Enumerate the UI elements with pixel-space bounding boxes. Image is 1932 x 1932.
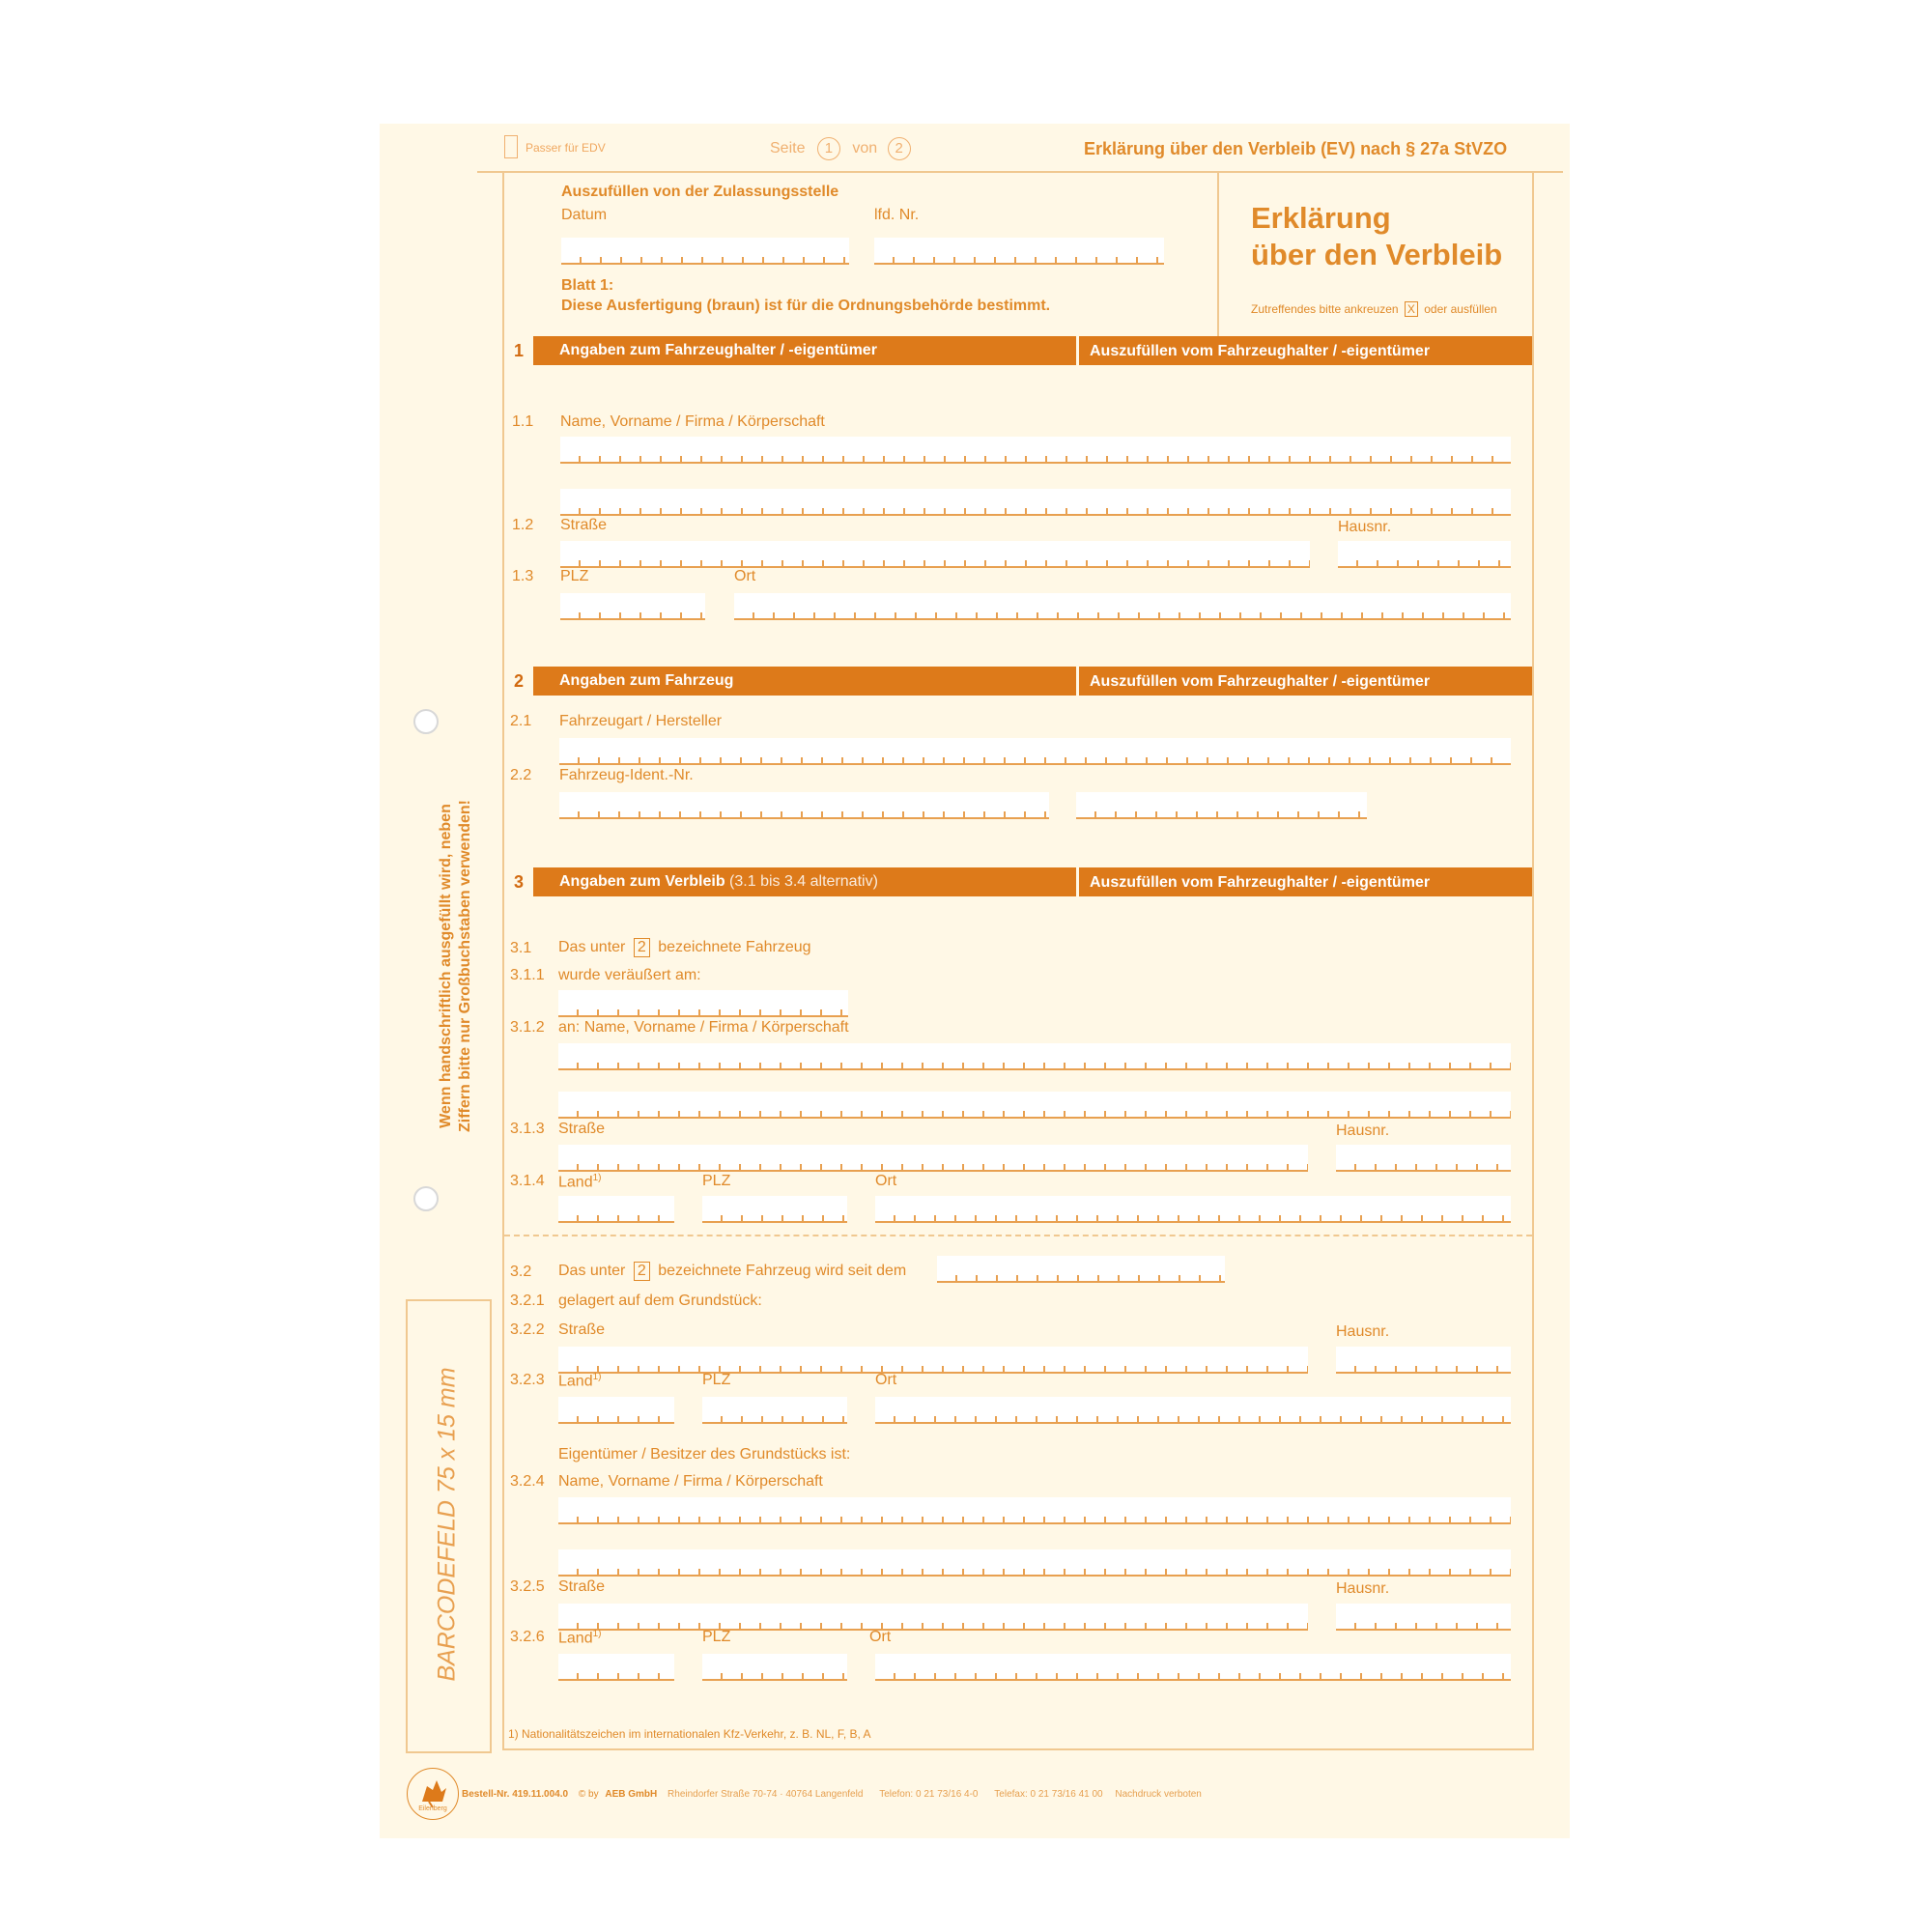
erwerber-plz-field[interactable] xyxy=(702,1196,847,1223)
ref-box-1: 2 xyxy=(634,938,650,957)
land-text-326: Land xyxy=(558,1630,593,1647)
num-3-2-6: 3.2.6 xyxy=(510,1629,545,1645)
section-2-split xyxy=(1076,667,1079,696)
label-an-name: an: Name, Vorname / Firma / Körperschaft xyxy=(558,1019,849,1036)
logo-text: Eilenberg xyxy=(418,1805,447,1812)
ident-field-2[interactable] xyxy=(1076,792,1367,819)
label-ort-314: Ort xyxy=(875,1173,897,1189)
seit-dem-date-field[interactable] xyxy=(937,1256,1225,1283)
veraeussert-date-field[interactable] xyxy=(558,990,848,1017)
blatt-label: Blatt 1: xyxy=(561,277,614,294)
bez-fahrzeug-text: bezeichnete Fahrzeug xyxy=(658,939,811,955)
label-strasse-322: Straße xyxy=(558,1321,606,1338)
page-indicator xyxy=(770,137,911,160)
grundstueck-strasse-field[interactable] xyxy=(558,1347,1308,1374)
label-land-323 xyxy=(558,1372,602,1390)
num-2-1: 2.1 xyxy=(510,713,532,729)
label-ort-326: Ort xyxy=(869,1629,892,1645)
label-land-314 xyxy=(558,1173,602,1191)
num-3-2-3: 3.2.3 xyxy=(510,1372,545,1388)
punch-hole-top xyxy=(413,709,439,734)
company-address: Rheindorfer Straße 70-74 · 40764 Langenfeld xyxy=(668,1789,864,1800)
tick-hint-text-1: Zutreffendes bitte ankreuzen xyxy=(1251,302,1399,316)
erwerber-ort-field[interactable] xyxy=(875,1196,1511,1223)
das-unter-line-1 xyxy=(558,938,811,957)
land-text-314: Land xyxy=(558,1174,593,1191)
num-3-1-3: 3.1.3 xyxy=(510,1121,545,1137)
land-text-323: Land xyxy=(558,1373,593,1390)
label-land-326 xyxy=(558,1629,602,1647)
num-2-2: 2.2 xyxy=(510,767,532,783)
header-rule xyxy=(477,171,1563,173)
tick-hint-text-2: oder ausfüllen xyxy=(1424,302,1497,316)
num-1-2: 1.2 xyxy=(512,517,534,533)
num-1-1: 1.1 xyxy=(512,413,534,430)
passer-label: Passer für EDV xyxy=(526,141,606,155)
halter-strasse-field[interactable] xyxy=(560,541,1310,568)
num-3-1: 3.1 xyxy=(510,940,532,956)
handwriting-hint-line1: Wenn handschriftlich ausgefüllt wird, neben xyxy=(438,804,454,1128)
besitzer-name-field-2[interactable] xyxy=(558,1549,1511,1577)
halter-name-field-2[interactable] xyxy=(560,489,1511,516)
section-3-label-sub: (3.1 bis 3.4 alternativ) xyxy=(729,873,878,890)
lfd-nr-label: lfd. Nr. xyxy=(874,207,920,223)
label-strasse-1: Straße xyxy=(560,517,608,533)
erwerber-land-field[interactable] xyxy=(558,1196,674,1223)
grundstueck-plz-field[interactable] xyxy=(702,1397,847,1424)
title-box-divider xyxy=(1217,172,1219,336)
section-1-label: Angaben zum Fahrzeughalter / -eigentümer xyxy=(559,342,877,358)
label-ident: Fahrzeug-Ident.-Nr. xyxy=(559,767,694,783)
datum-field[interactable] xyxy=(561,238,849,265)
passer-box xyxy=(504,135,518,158)
blatt-description: Diese Ausfertigung (braun) ist für die Ordnungsbehörde bestimmt. xyxy=(561,298,1051,314)
section-3-label xyxy=(559,873,878,891)
grundstueck-land-field[interactable] xyxy=(558,1397,674,1424)
section-2-number: 2 xyxy=(504,667,536,696)
num-3-2: 3.2 xyxy=(510,1264,532,1280)
section-3-right-label: Auszufüllen vom Fahrzeughalter / -eigentümer xyxy=(1090,874,1431,891)
label-hausnr-322: Hausnr. xyxy=(1336,1323,1390,1340)
besitzer-ort-field[interactable] xyxy=(875,1654,1511,1681)
das-unter-text-2: Das unter xyxy=(558,1263,626,1279)
label-name-324: Name, Vorname / Firma / Körperschaft xyxy=(558,1473,823,1490)
erwerber-strasse-field[interactable] xyxy=(558,1145,1308,1172)
erwerber-hausnr-field[interactable] xyxy=(1336,1145,1511,1172)
section-1-bar xyxy=(504,336,1532,365)
handwriting-hint-line2: Ziffern bitte nur Großbuchstaben verwenden! xyxy=(457,799,473,1133)
seit-dem-text: bezeichnete Fahrzeug wird seit dem xyxy=(658,1263,907,1279)
label-name-1: Name, Vorname / Firma / Körperschaft xyxy=(560,413,825,430)
besitzer-plz-field[interactable] xyxy=(702,1654,847,1681)
das-unter-line-2 xyxy=(558,1262,906,1281)
label-ort-323: Ort xyxy=(875,1372,897,1388)
num-3-1-2: 3.1.2 xyxy=(510,1019,545,1036)
copyright: © by xyxy=(578,1789,599,1800)
section-2-label: Angaben zum Fahrzeug xyxy=(559,672,734,689)
grundstueck-ort-field[interactable] xyxy=(875,1397,1511,1424)
label-gelagert: gelagert auf dem Grundstück: xyxy=(558,1293,762,1309)
footnote: 1) Nationalitätszeichen im internationalen Kfz-Verkehr, z. B. NL, F, B, A xyxy=(508,1727,871,1741)
header-title: Erklärung über den Verbleib (EV) nach § 27a StVZO xyxy=(1084,139,1508,158)
label-hausnr-313: Hausnr. xyxy=(1336,1122,1390,1139)
num-3-2-1: 3.2.1 xyxy=(510,1293,545,1309)
halter-ort-field[interactable] xyxy=(734,593,1511,620)
footer-line xyxy=(462,1789,1202,1800)
zulassung-heading: Auszufüllen von der Zulassungsstelle xyxy=(561,184,839,200)
von-label: von xyxy=(852,140,878,156)
company-phone: Telefon: 0 21 73/16 4-0 xyxy=(879,1789,979,1800)
section-3-label-text: Angaben zum Verbleib xyxy=(559,873,725,890)
section-1-split xyxy=(1076,336,1079,365)
erwerber-name-field-2[interactable] xyxy=(558,1092,1511,1119)
label-plz-326: PLZ xyxy=(702,1629,731,1645)
label-plz-1: PLZ xyxy=(560,568,589,584)
num-3-2-2: 3.2.2 xyxy=(510,1321,545,1338)
section-2-bar xyxy=(504,667,1532,696)
section-1-number: 1 xyxy=(504,336,536,365)
punch-hole-bottom xyxy=(413,1186,439,1211)
datum-label: Datum xyxy=(561,207,608,223)
no-reprint: Nachdruck verboten xyxy=(1115,1789,1202,1800)
label-strasse-313: Straße xyxy=(558,1121,606,1137)
fahrzeugart-field[interactable] xyxy=(559,738,1511,765)
besitzer-hausnr-field[interactable] xyxy=(1336,1604,1511,1631)
big-title-line2: über den Verbleib xyxy=(1251,238,1503,271)
label-strasse-325: Straße xyxy=(558,1578,606,1595)
barcode-label: BARCODEFELD 75 x 15 mm xyxy=(433,1367,461,1682)
dashed-divider xyxy=(504,1235,1532,1236)
num-3-2-5: 3.2.5 xyxy=(510,1578,545,1595)
num-3-1-1: 3.1.1 xyxy=(510,967,545,983)
label-veraeussert: wurde veräußert am: xyxy=(558,967,701,983)
ident-field-1[interactable] xyxy=(559,792,1049,819)
seite-label: Seite xyxy=(770,140,806,156)
section-3-split xyxy=(1076,867,1079,896)
num-3-1-4: 3.1.4 xyxy=(510,1173,545,1189)
grundstueck-hausnr-field[interactable] xyxy=(1336,1347,1511,1374)
land-sup-326: 1) xyxy=(592,1629,602,1639)
big-title-line1: Erklärung xyxy=(1251,201,1391,235)
section-1-right-label: Auszufüllen vom Fahrzeughalter / -eigentümer xyxy=(1090,343,1431,359)
label-fahrzeugart: Fahrzeugart / Hersteller xyxy=(559,713,723,729)
label-hausnr-1: Hausnr. xyxy=(1338,519,1392,535)
halter-hausnr-field[interactable] xyxy=(1338,541,1511,568)
company-fax: Telefax: 0 21 73/16 41 00 xyxy=(994,1789,1103,1800)
frame-left xyxy=(502,172,504,1748)
section-3-bar xyxy=(504,867,1532,896)
frame-bottom xyxy=(502,1748,1534,1750)
land-sup-323: 1) xyxy=(592,1372,602,1382)
section-3-number: 3 xyxy=(504,867,536,896)
besitzer-strasse-field[interactable] xyxy=(558,1604,1308,1631)
label-hausnr-325: Hausnr. xyxy=(1336,1580,1390,1597)
das-unter-text-1: Das unter xyxy=(558,939,626,955)
tick-example-box: X xyxy=(1405,301,1418,317)
label-ort-1: Ort xyxy=(734,568,756,584)
halter-name-field-1[interactable] xyxy=(560,437,1511,464)
company-name: AEB GmbH xyxy=(605,1789,658,1800)
page-total: 2 xyxy=(888,137,911,160)
section-2-right-label: Auszufüllen vom Fahrzeughalter / -eigentümer xyxy=(1090,673,1431,690)
land-sup-314: 1) xyxy=(592,1173,602,1183)
tick-hint xyxy=(1251,301,1497,317)
company-logo xyxy=(407,1768,459,1820)
page-current: 1 xyxy=(817,137,840,160)
handwriting-hint xyxy=(437,800,475,1132)
label-plz-314: PLZ xyxy=(702,1173,731,1189)
label-plz-323: PLZ xyxy=(702,1372,731,1388)
halter-plz-field[interactable] xyxy=(560,593,705,620)
lfd-nr-field[interactable] xyxy=(874,238,1164,265)
num-3-2-4: 3.2.4 xyxy=(510,1473,545,1490)
order-number: Bestell-Nr. 419.11.004.0 xyxy=(462,1789,569,1800)
erwerber-name-field-1[interactable] xyxy=(558,1043,1511,1070)
frame-right xyxy=(1532,172,1534,1748)
label-eigentuemer: Eigentümer / Besitzer des Grundstücks ist: xyxy=(558,1446,851,1463)
ref-box-2: 2 xyxy=(634,1262,650,1281)
besitzer-land-field[interactable] xyxy=(558,1654,674,1681)
besitzer-name-field-1[interactable] xyxy=(558,1497,1511,1524)
num-1-3: 1.3 xyxy=(512,568,534,584)
